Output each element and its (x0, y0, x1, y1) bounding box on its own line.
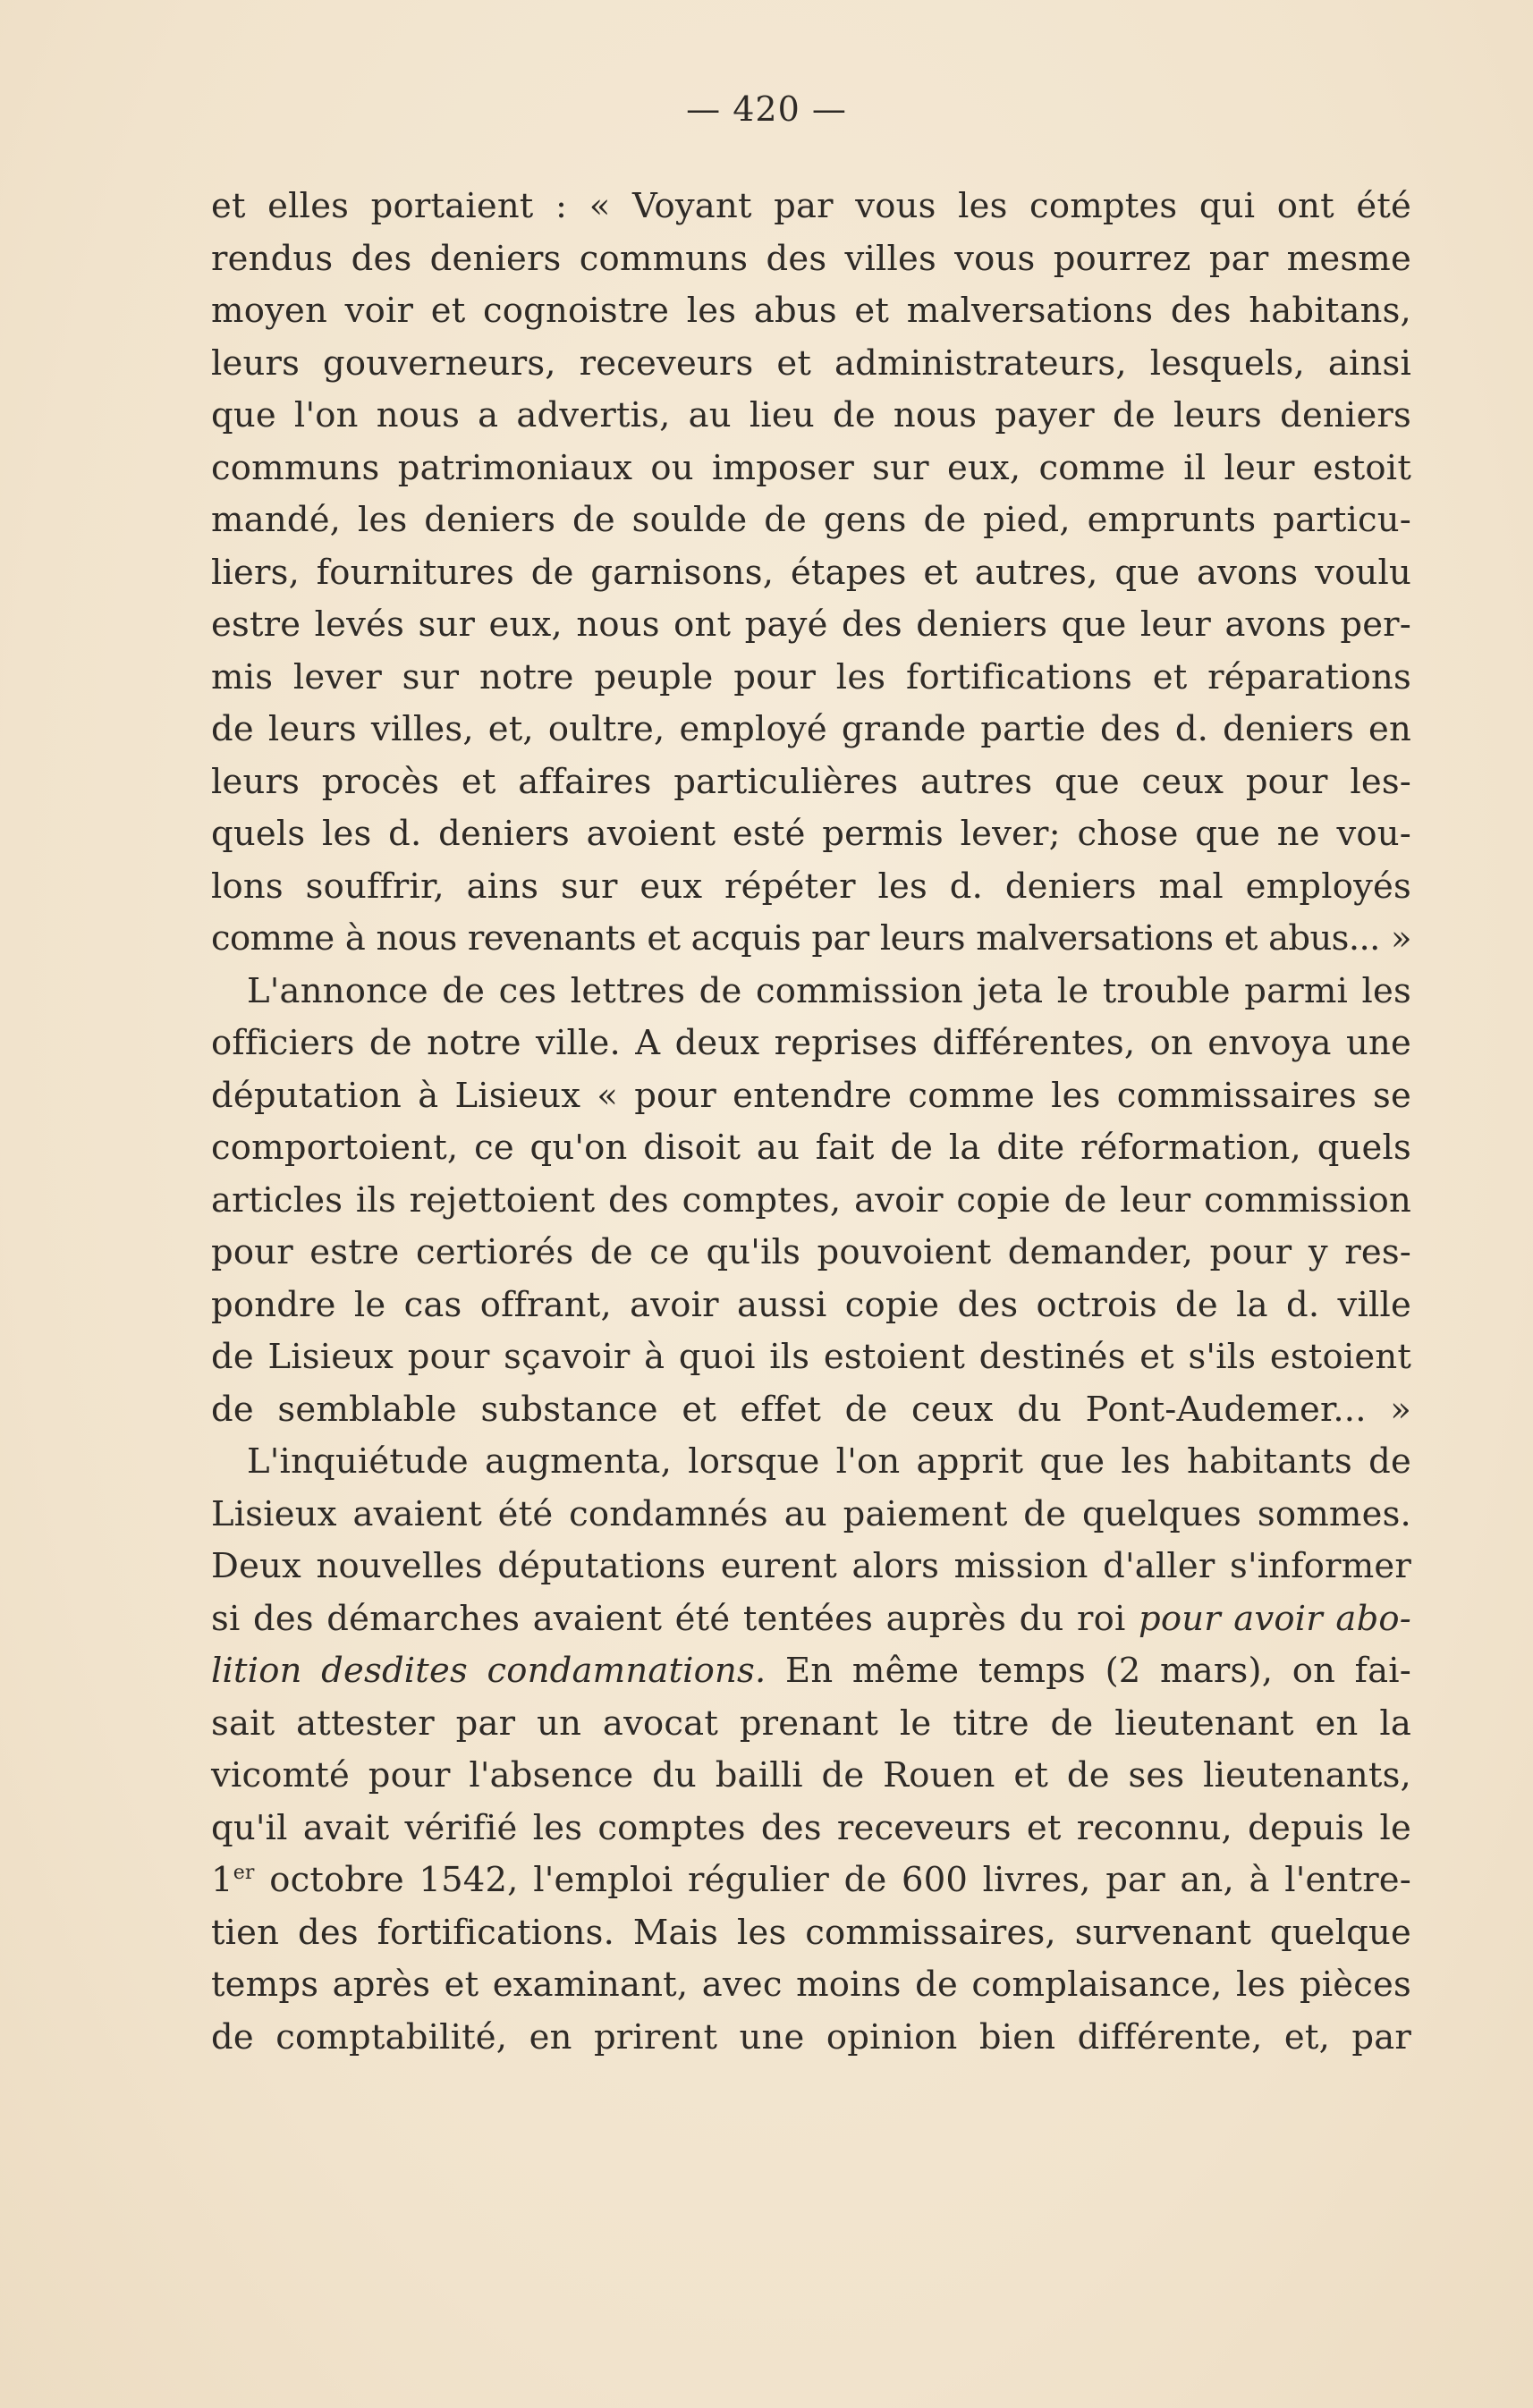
text-line: de comptabilité, en prirent une opinion bien différente, et, par (211, 2016, 1411, 2057)
text-line: que l'on nous a advertis, au lieu de nous payer de leurs deniers (211, 395, 1411, 435)
body-text (211, 181, 1411, 2064)
italic-run: pour avoir abo- (1138, 1598, 1412, 1639)
paragraph-start-line: L'inquiétude augmenta, lorsque l'on apprit que les habitants de (247, 1441, 1411, 1482)
text-line: Lisieux avaient été condamnés au paiement de quelques sommes. (211, 1493, 1411, 1534)
text-line: comme à nous revenants et acquis par leurs malversations et abus... » (211, 918, 1411, 959)
roman-run: si des démarches avaient été tentées auprès du roi (211, 1598, 1139, 1639)
text-line: liers, fournitures de garnisons, étapes et autres, que avons voulu (211, 552, 1411, 593)
text-line: mandé, les deniers de soulde de gens de pied, emprunts particu- (211, 500, 1411, 540)
text-line-mixed (211, 1645, 1411, 1698)
text-line: rendus des deniers communs des villes vous pourrez par mesme (211, 238, 1411, 279)
text-line: sait attester par un avocat prenant le titre de lieutenant en la (211, 1702, 1411, 1744)
text-line: comportoient, ce qu'on disoit au fait de la dite réformation, quels (211, 1128, 1411, 1168)
text-line: officiers de notre ville. A deux reprises différentes, on envoya une (211, 1023, 1411, 1063)
text-line: vicomté pour l'absence du bailli de Rouen et de ses lieutenants, (211, 1755, 1411, 1795)
text-line-ordinal (211, 1855, 1411, 1907)
roman-run: octobre 1542, l'emploi régulier de 600 livres, par an, à l'entre- (254, 1860, 1411, 1900)
italic-run: lition desdites condamnations. (211, 1651, 766, 1691)
text-line: tien des fortifications. Mais les commissaires, survenant quelque (211, 1912, 1411, 1953)
text-line: moyen voir et cognoistre les abus et malversations des habitans, (211, 291, 1411, 331)
text-line: articles ils rejettoient des comptes, avoir copie de leur commission (211, 1179, 1411, 1221)
text-line: pondre le cas offrant, avoir aussi copie des octrois de la d. ville (211, 1284, 1411, 1325)
text-line: quels les d. deniers avoient esté permis lever; chose que ne vou- (211, 814, 1411, 854)
text-line: lons souffrir, ains sur eux répéter les d. deniers mal employés (211, 866, 1411, 907)
ordinal-superscript: er (233, 1862, 255, 1884)
text-line: temps après et examinant, avec moins de complaisance, les pièces (211, 1964, 1411, 2005)
text-line: leurs gouverneurs, receveurs et administrateurs, lesquels, ainsi (211, 342, 1411, 384)
text-line: mis lever sur notre peuple pour les fortifications et réparations (211, 656, 1411, 697)
text-line: et elles portaient : « Voyant par vous les comptes qui ont été (211, 186, 1411, 226)
text-line: de leurs villes, et, oultre, employé grande partie des d. deniers en (211, 709, 1411, 749)
text-line: députation à Lisieux « pour entendre comme les commissaires se (211, 1075, 1411, 1116)
text-line: pour estre certiorés de ce qu'ils pouvoient demander, pour y res- (211, 1232, 1411, 1272)
paragraph-start-line: L'annonce de ces lettres de commission jeta le trouble parmi les (247, 970, 1411, 1011)
text-line: communs patrimoniaux ou imposer sur eux, comme il leur estoit (211, 447, 1411, 488)
text-line-mixed (211, 1593, 1411, 1646)
roman-run: En même temps (2 mars), on fai- (766, 1651, 1411, 1691)
text-line: leurs procès et affaires particulières autres que ceux pour les- (211, 761, 1411, 802)
text-line: de Lisieux pour sçavoir à quoi ils estoient destinés et s'ils estoient (211, 1337, 1411, 1377)
page-number: — 420 — (686, 89, 847, 129)
text-line: qu'il avait vérifié les comptes des receveurs et reconnu, depuis le (211, 1807, 1411, 1848)
text-line: de semblable substance et effet de ceux du Pont-Audemer... » (211, 1389, 1411, 1430)
text-line: Deux nouvelles députations eurent alors mission d'aller s'informer (211, 1546, 1411, 1586)
ordinal-number: 1 (211, 1860, 233, 1900)
text-line: estre levés sur eux, nous ont payé des deniers que leur avons per- (211, 604, 1411, 645)
